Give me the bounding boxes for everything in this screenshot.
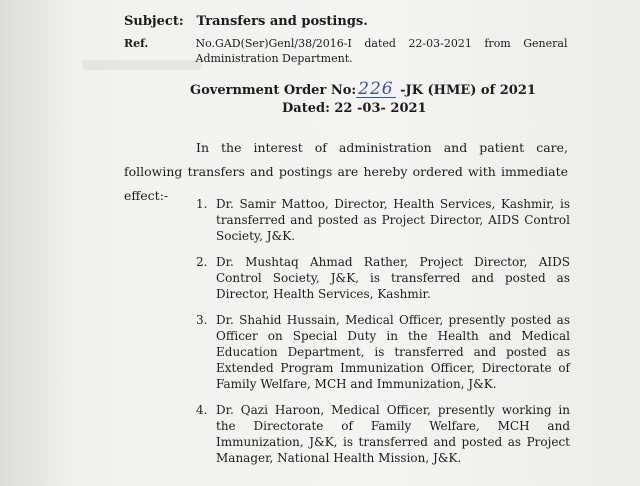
- item-number: 3.: [196, 313, 208, 327]
- item-number: 1.: [196, 197, 208, 211]
- subject-text: Transfers and postings.: [196, 14, 368, 29]
- list-item: [196, 402, 570, 466]
- subject-label: Subject:: [124, 14, 184, 29]
- ref-from: from: [484, 37, 511, 50]
- order-items: [196, 196, 570, 476]
- subject-row: [124, 14, 368, 29]
- order-number: 226: [358, 79, 394, 99]
- item-number: 2.: [196, 255, 208, 269]
- order-prefix: Government Order No:: [190, 83, 357, 98]
- intro-paragraph: In the interest of administration and patient care, following transfers and postings are hereby ordered with immediate effect:-: [124, 140, 568, 203]
- item-number: 4.: [196, 403, 208, 417]
- list-item: [196, 196, 570, 244]
- ref-line-2: Administration Department.: [195, 52, 353, 65]
- order-suffix: -JK (HME) of 2021: [400, 83, 536, 98]
- item-text: Dr. Mushtaq Ahmad Rather, Project Director, AIDS Control Society, J&K, is transferred and posted as Director, Health Services, Kashmir.: [216, 255, 570, 301]
- ref-text: [196, 36, 568, 66]
- ref-label: Ref.: [124, 37, 149, 50]
- ref-number: No.GAD(Ser)Genl/38/2016-I: [195, 37, 352, 50]
- order-title: [190, 79, 536, 99]
- ref-line-1: [196, 36, 568, 51]
- reference-row: [124, 36, 568, 66]
- ref-dated-word: dated: [364, 37, 396, 50]
- item-text: Dr. Qazi Haroon, Medical Officer, presently working in the Directorate of Family Welfare, MCH and Immunization, J&K, is transferred and posted as Project Manager, National Health Mission, J&K.: [216, 403, 570, 465]
- item-text: Dr. Shahid Hussain, Medical Officer, presently posted as Officer on Special Duty in the Health and Medical Education Department, is transferred and posted as Extended Program Immunization Officer, Directorate of Family Welfare, MCH and Immunization, J&K.: [216, 313, 570, 391]
- list-item: [196, 254, 570, 302]
- item-text: Dr. Samir Mattoo, Director, Health Services, Kashmir, is transferred and posted as Project Director, AIDS Control Society, J&K.: [216, 197, 570, 243]
- list-item: [196, 312, 570, 392]
- ref-date: 22-03-2021: [408, 37, 472, 50]
- order-date: Dated: 22 -03- 2021: [282, 101, 427, 116]
- ref-general: General: [523, 37, 568, 50]
